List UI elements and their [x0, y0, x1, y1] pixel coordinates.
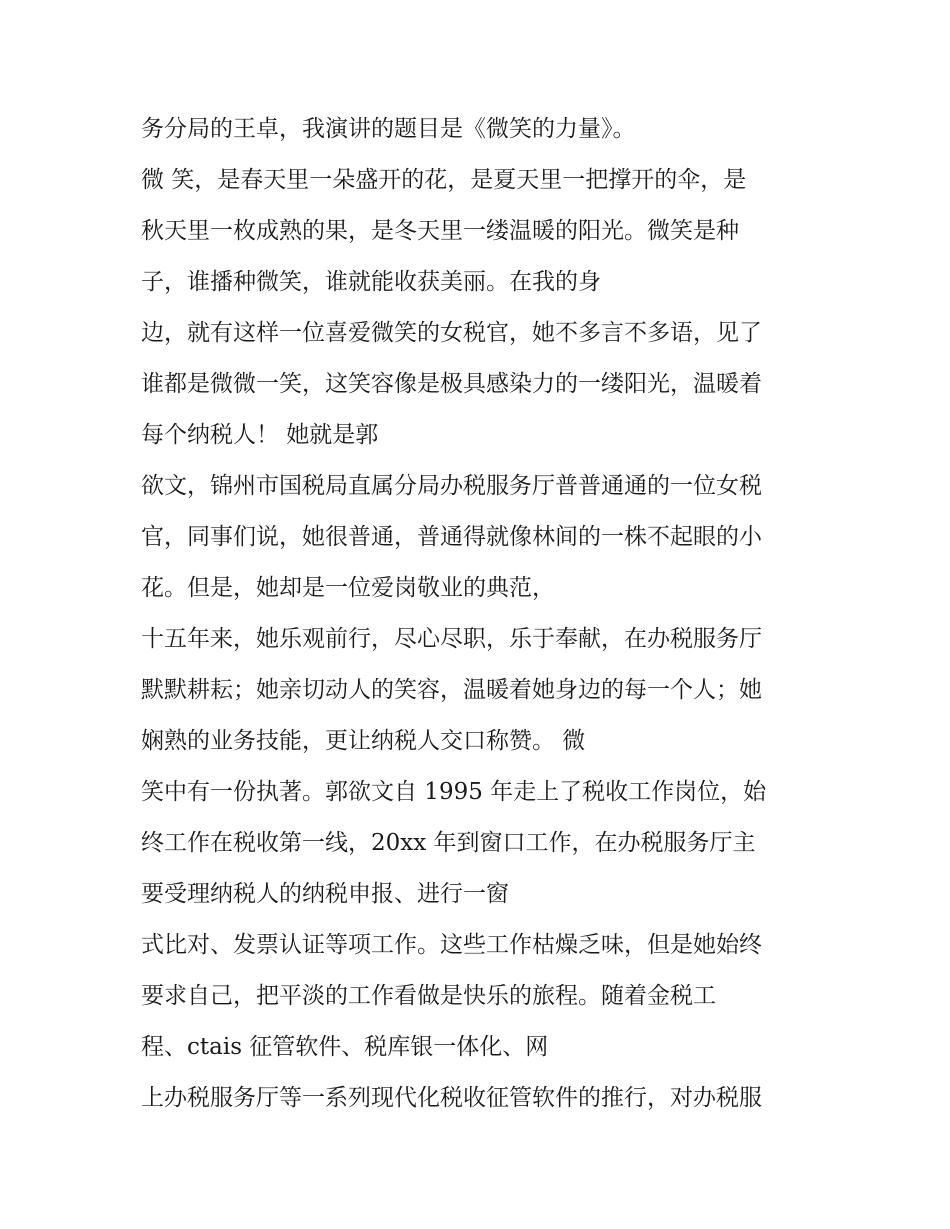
text-line: 笑中有一份执著。郭欲文自 1995 年走上了税收工作岗位，始 [141, 779, 767, 805]
text-line: 上办税服务厅等一系列现代化税收征管软件的推行，对办税服 [141, 1085, 762, 1111]
text-line: 微 笑，是春天里一朵盛开的花，是夏天里一把撑开的伞，是 [141, 167, 747, 193]
document-body [141, 104, 821, 1124]
text-line: 欲文，锦州市国税局直属分局办税服务厅普普通通的一位女税 [141, 473, 762, 499]
text-line: 秋天里一枚成熟的果，是冬天里一缕温暖的阳光。微笑是种 [141, 218, 739, 244]
text-line: 务分局的王卓，我演讲的题目是《微笑的力量》。 [141, 116, 636, 142]
text-line: 娴熟的业务技能，更让纳税人交口称赞。 微 [141, 728, 586, 754]
text-line: 花。但是，她却是一位爱岗敬业的典范， [141, 575, 555, 601]
text-line: 要受理纳税人的纳税申报、进行一窗 [141, 881, 509, 907]
text-line: 要求自己，把平淡的工作看做是快乐的旅程。随着金税工 [141, 983, 716, 1009]
text-line: 十五年来，她乐观前行，尽心尽职，乐于奉献，在办税服务厅 [141, 626, 762, 652]
text-line: 边，就有这样一位喜爱微笑的女税官，她不多言不多语，见了 [141, 320, 762, 346]
text-line: 官，同事们说，她很普通，普通得就像林间的一株不起眼的小 [141, 524, 762, 550]
text-line: 每个纳税人！ 她就是郭 [141, 422, 379, 448]
text-line: 终工作在税收第一线，20xx 年到窗口工作，在办税服务厅主 [141, 830, 756, 856]
text-line: 子，谁播种微笑，谁就能收获美丽。在我的身 [141, 269, 601, 295]
text-line: 默默耕耘；她亲切动人的笑容，温暖着她身边的每一个人；她 [141, 677, 762, 703]
text-line: 谁都是微微一笑，这笑容像是极具感染力的一缕阳光，温暖着 [141, 371, 762, 397]
text-line: 式比对、发票认证等项工作。这些工作枯燥乏味，但是她始终 [141, 932, 762, 958]
text-line: 程、ctais 征管软件、税库银一体化、网 [141, 1034, 549, 1060]
